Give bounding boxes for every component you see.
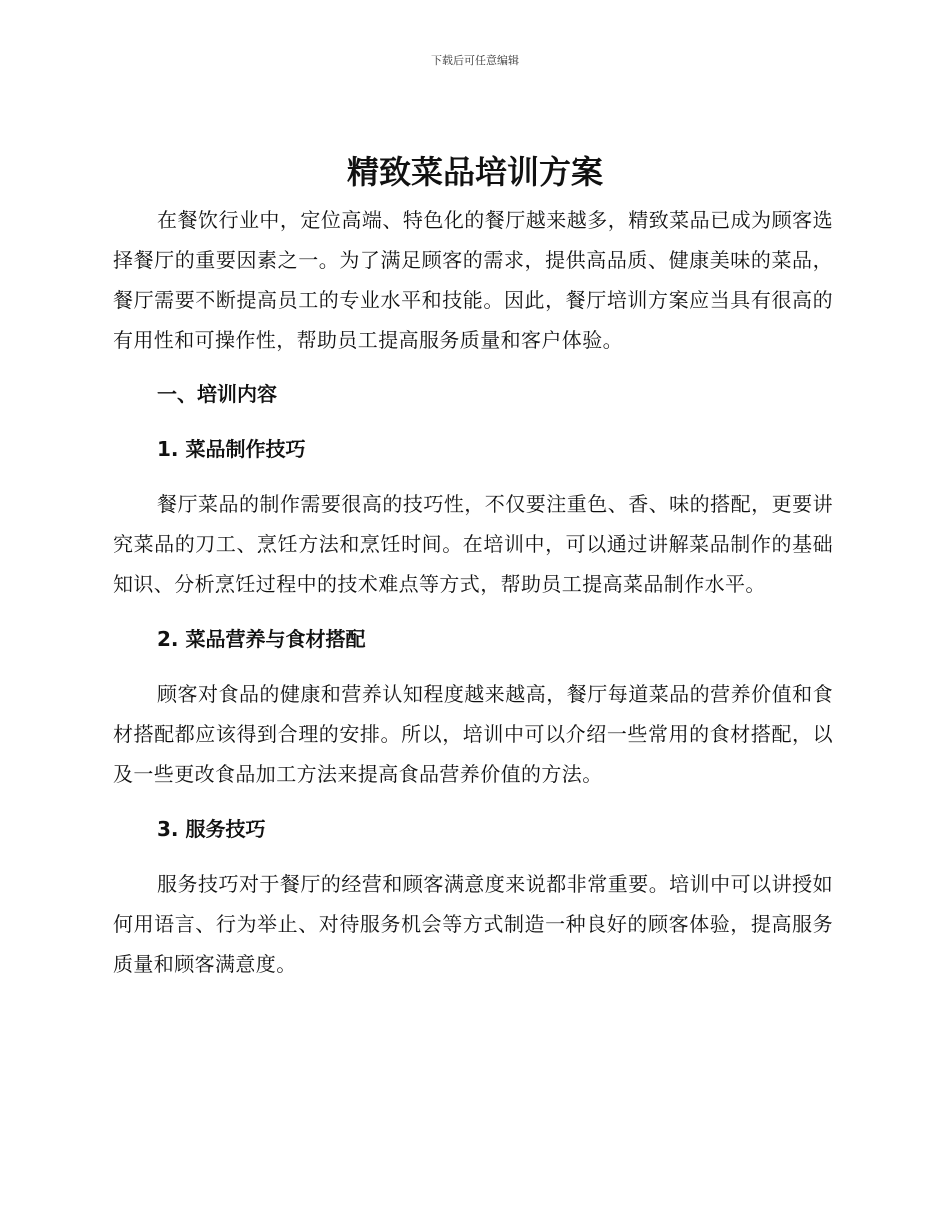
- document-body: [113, 200, 833, 984]
- paragraph-dish-making-skills: 餐厅菜品的制作需要很高的技巧性，不仅要注重色、香、味的搭配，更要讲究菜品的刀工、烹饪方法和烹饪时间。在培训中，可以通过讲解菜品制作的基础知识、分析烹饪过程中的技术难点等方式，帮助员工提高菜品制作水平。: [113, 492, 833, 596]
- paragraph-nutrition-pairing: 顾客对食品的健康和营养认知程度越来越高，餐厅每道菜品的营养价值和食材搭配都应该得到合理的安排。所以，培训中可以介绍一些常用的食材搭配，以及一些更改食品加工方法来提高食品营养价值的方法。: [113, 682, 833, 786]
- section-heading-training-content: 一、培训内容: [157, 382, 277, 406]
- subheading-dish-making-skills: 1. 菜品制作技巧: [157, 437, 306, 461]
- paragraph-service-skills: 服务技巧对于餐厅的经营和顾客满意度来说都非常重要。培训中可以讲授如何用语言、行为举止、对待服务机会等方式制造一种良好的顾客体验，提高服务质量和顾客满意度。: [113, 872, 833, 976]
- subheading-service-skills: 3. 服务技巧: [157, 817, 266, 841]
- document-title: 精致菜品培训方案: [346, 153, 603, 191]
- subheading-nutrition-pairing: 2. 菜品营养与食材搭配: [157, 627, 366, 651]
- header-note: 下载后可任意编辑: [431, 54, 519, 67]
- intro-paragraph: 在餐饮行业中，定位高端、特色化的餐厅越来越多，精致菜品已成为顾客选择餐厅的重要因素之一。为了满足顾客的需求，提供高品质、健康美味的菜品，餐厅需要不断提高员工的专业水平和技能。因此，餐厅培训方案应当具有很高的有用性和可操作性，帮助员工提高服务质量和客户体验。: [113, 208, 833, 352]
